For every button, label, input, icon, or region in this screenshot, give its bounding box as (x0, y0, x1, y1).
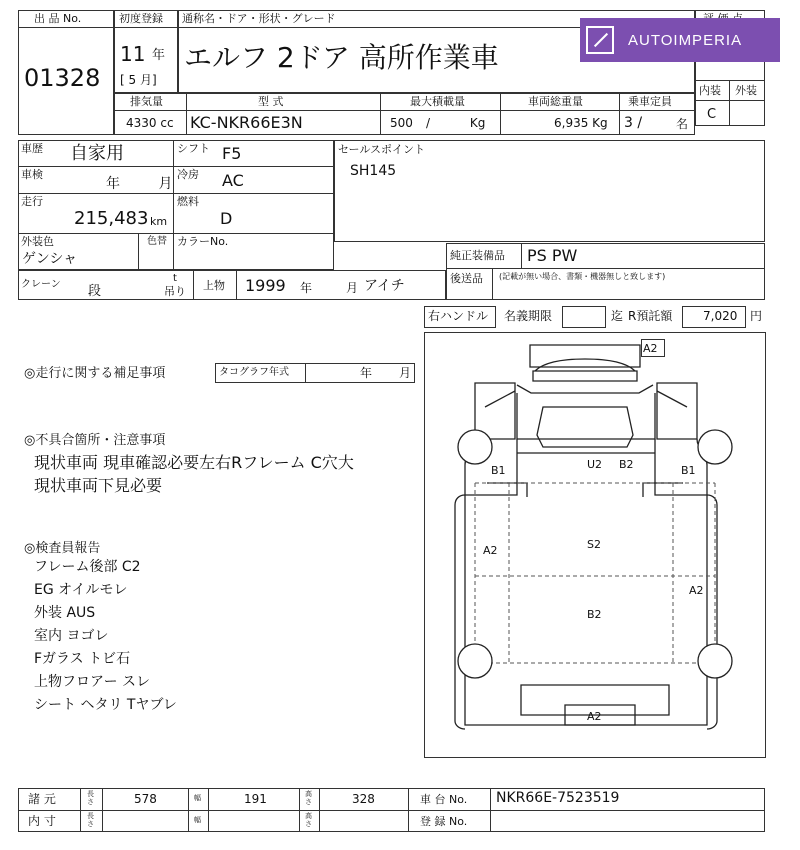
body-year: 1999 (245, 276, 286, 295)
defects-title: ◎不具合箇所・注意事項 (24, 433, 166, 448)
sales-points-value: SH145 (350, 163, 397, 179)
vehicle-diagram (424, 332, 766, 758)
registration-label: 登 録 No. (420, 815, 468, 828)
first-reg-label: 初度登録 (119, 12, 163, 25)
max-load-value: 500 (390, 116, 413, 130)
height-label: 高さ (305, 812, 312, 828)
interior-score: C (707, 107, 717, 122)
fuel-value: D (220, 209, 233, 228)
body-label: 上物 (203, 279, 225, 292)
genuine-label: 純正装備品 (450, 249, 505, 262)
height-label: 高さ (305, 790, 312, 806)
damage-mark: B2 (587, 608, 602, 621)
reg-year-unit: 年 (152, 48, 166, 63)
car-name-label: 通称名・ドア・形状・グレード (182, 12, 336, 25)
defect-line: 現状車両 現車確認必要左右Rフレーム C穴大 (34, 453, 354, 472)
body-month: 月 (346, 281, 359, 295)
autoimperia-logo-icon (586, 26, 614, 54)
defect-line: 現状車両下見必要 (34, 476, 163, 495)
damage-mark: B1 (491, 464, 506, 477)
color-swap-label: 色替 (147, 236, 167, 247)
width-label: 幅 (194, 794, 201, 802)
color-value: ゲンシャ (22, 251, 78, 267)
crane-steps: 段 (88, 284, 102, 299)
mileage-unit: km (150, 215, 168, 228)
lot-label: 出 品 No. (34, 12, 82, 25)
length-value: 578 (134, 792, 157, 806)
height-value: 328 (352, 792, 375, 806)
name-change-label: 名義期限 (504, 309, 553, 323)
damage-mark: A2 (587, 710, 602, 723)
cutoff-label: 迄 (611, 309, 624, 323)
reg-month: [ 5 月] (120, 73, 157, 87)
damage-mark: B2 (619, 458, 634, 471)
length-label: 長さ (87, 812, 94, 828)
autoimperia-logo (580, 18, 780, 62)
inspection-value: 年 月 (106, 176, 173, 192)
genuine-value: PS PW (527, 246, 578, 265)
damage-mark: A2 (689, 584, 704, 597)
width-value: 191 (244, 792, 267, 806)
inspector-title: ◎検査員報告 (24, 541, 101, 556)
inspector-line: 上物フロアー スレ (34, 674, 151, 690)
recycle-label: R預託額 (628, 309, 673, 323)
damage-mark: B1 (681, 464, 696, 477)
length-label: 長さ (87, 790, 94, 806)
interior-label: 内装 (699, 84, 721, 97)
inspector-line: EG オイルモレ (34, 582, 128, 598)
damage-mark: U2 (587, 458, 603, 471)
history-value: 自家用 (70, 143, 124, 164)
inspector-line: Fガラス トビ石 (34, 651, 131, 667)
displacement-label: 排気量 (130, 95, 163, 108)
mileage-value: 215,483 (74, 208, 149, 229)
driving-notes-title: ◎走行に関する補足事項 (24, 366, 166, 381)
inspector-line: 外装 AUS (34, 605, 96, 621)
width-label: 幅 (194, 816, 201, 824)
damage-mark: A2 (483, 544, 498, 557)
body-year-unit: 年 (300, 281, 313, 295)
ac-label: 冷房 (177, 168, 199, 181)
capacity-value: 3 / (624, 115, 643, 131)
dim-label: 内 寸 (28, 814, 56, 828)
capacity-unit: 名 (676, 117, 689, 131)
tachograph-label: タコグラフ年式 (219, 367, 289, 378)
inspector-line: フレーム後部 C2 (34, 559, 141, 575)
name-change-field (562, 306, 606, 328)
crane-label: クレーン (21, 279, 61, 290)
gross-weight-value: 6,935 Kg (554, 116, 608, 130)
steering-value: 右ハンドル (428, 309, 489, 323)
history-label: 車歴 (21, 142, 43, 155)
recycle-value: 7,020 (703, 309, 738, 323)
shift-value: F5 (222, 144, 242, 163)
exterior-label: 外装 (735, 84, 757, 97)
mileage-label: 走行 (21, 195, 43, 208)
crane-lift: 吊り (164, 285, 186, 298)
model-label: 型 式 (258, 95, 284, 108)
fuel-label: 燃料 (177, 195, 199, 208)
inspection-label: 車検 (21, 168, 43, 181)
sales-points-label: セールスポイント (338, 143, 426, 156)
max-load-unit: / Kg (426, 116, 486, 130)
damage-mark: A2 (643, 342, 658, 355)
gross-weight-label: 車両総重量 (528, 95, 583, 108)
color-label: 外装色 (21, 235, 54, 248)
chassis-label: 車 台 No. (420, 793, 468, 806)
lot-number: 01328 (24, 64, 101, 92)
reg-year: 11 (120, 42, 146, 66)
shipping-label: 後送品 (450, 272, 483, 285)
inspector-line: シート ヘタリ Tヤブレ (34, 697, 177, 713)
ac-value: AC (222, 171, 244, 190)
crane-lift-t: t (173, 273, 177, 284)
capacity-label: 乗車定員 (628, 95, 672, 108)
displacement-value: 4330 cc (126, 116, 174, 130)
brand-name: AUTOIMPERIA (628, 31, 743, 49)
damage-mark: S2 (587, 538, 601, 551)
shift-label: シフト (177, 142, 210, 155)
inspector-line: 室内 ヨゴレ (34, 628, 109, 644)
shipping-note: (記載が無い場合、書類・機器無しと致します) (499, 272, 666, 281)
recycle-unit: 円 (750, 309, 763, 323)
chassis-value: NKR66E-7523519 (496, 790, 620, 806)
model-value: KC-NKR66E3N (190, 113, 303, 132)
spec-label: 諸 元 (28, 792, 56, 806)
car-name: エルフ 2ドア 高所作業車 (184, 41, 499, 74)
color-no-label: カラーNo. (177, 235, 229, 248)
body-maker: アイチ (364, 278, 405, 294)
max-load-label: 最大積載量 (410, 95, 465, 108)
tachograph-year: 年 (360, 366, 373, 380)
tachograph-month: 月 (399, 366, 412, 380)
